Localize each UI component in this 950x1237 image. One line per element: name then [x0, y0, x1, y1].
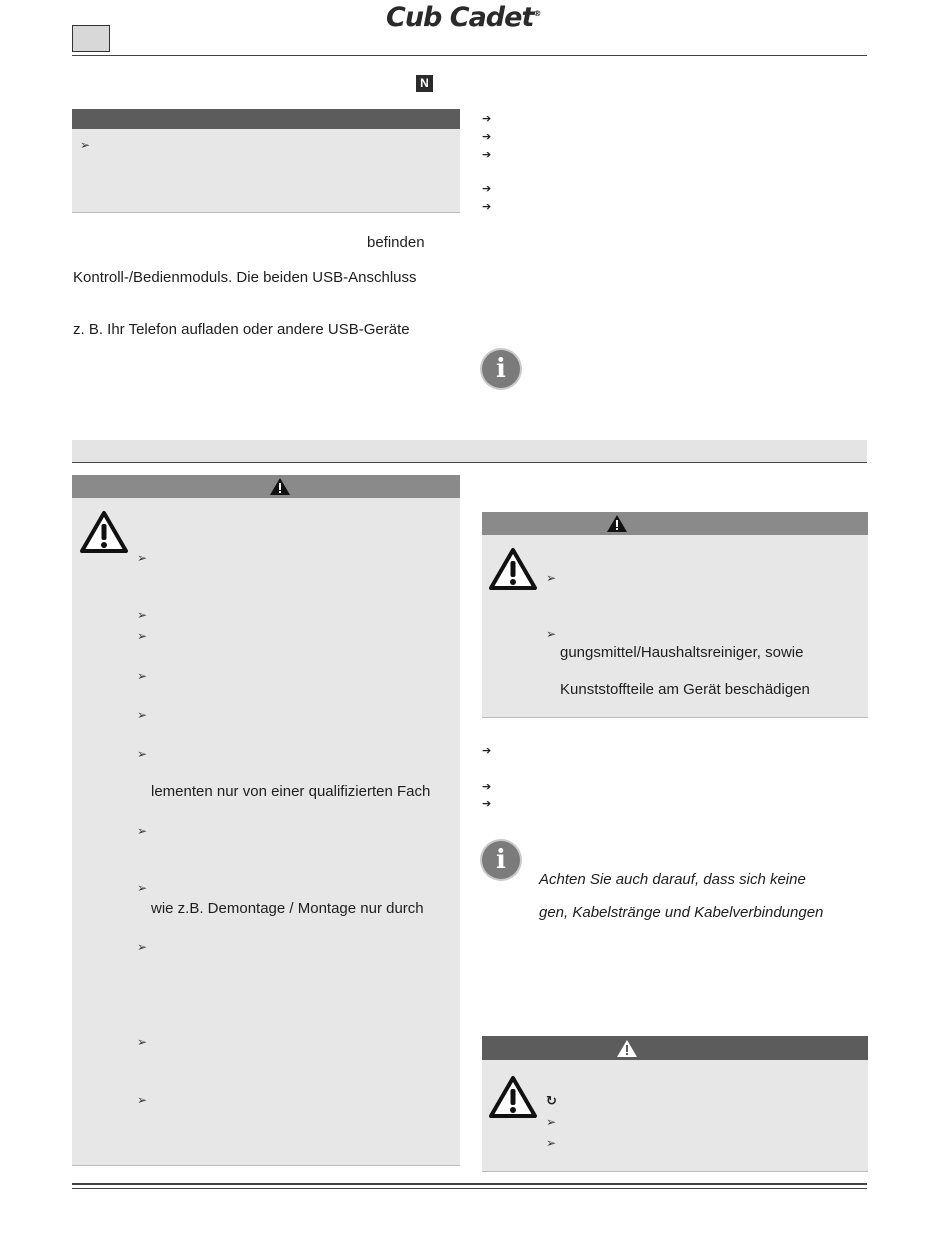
bullet-chevron-icon: ➢ — [137, 824, 148, 838]
bullet-chevron-icon: ➢ — [137, 629, 148, 643]
bullet-chevron-icon: ➢ — [137, 1035, 148, 1049]
bullet-chevron-icon: ➢ — [137, 1093, 148, 1107]
warning-triangle-icon — [79, 510, 129, 554]
arrow-bullet-icon: ➔ — [482, 149, 492, 161]
bullet-chevron-icon: ➢ — [137, 881, 148, 895]
warning-triangle-icon — [269, 477, 291, 496]
warning-triangle-icon — [488, 547, 538, 591]
arrow-bullet-icon: ➔ — [482, 131, 492, 143]
arrow-bullet-icon: ➔ — [482, 798, 492, 810]
arrow-bullet-icon: ➔ — [482, 201, 492, 213]
bullet-chevron-icon: ➢ — [546, 571, 557, 585]
bullet-chevron-icon: ➢ — [80, 138, 91, 152]
bullet-chevron-icon: ➢ — [137, 669, 148, 683]
section-header-bar — [72, 440, 867, 463]
info-icon: i — [482, 350, 520, 388]
warning-panel — [482, 1060, 868, 1172]
warning-header-bar — [482, 512, 868, 535]
paragraph-line: z. B. Ihr Telefon aufladen oder andere USB-Geräte — [73, 321, 410, 338]
page-number-box — [72, 25, 110, 52]
arrow-bullet-icon: ➔ — [482, 781, 492, 793]
note-text-line: gen, Kabelstränge und Kabelverbindungen — [539, 904, 824, 921]
return-arrow-icon: ↻ — [546, 1093, 557, 1108]
bullet-chevron-icon: ➢ — [546, 1136, 557, 1150]
warning-text-line: gungsmittel/Haushaltsreiniger, sowie — [560, 644, 804, 661]
bullet-chevron-icon: ➢ — [546, 627, 557, 641]
warning-triangle-icon — [488, 1075, 538, 1119]
notice-panel — [72, 129, 460, 213]
warning-header-bar — [72, 475, 460, 498]
warning-text-line: wie z.B. Demontage / Montage nur durch — [151, 900, 424, 917]
language-marker: N — [416, 75, 433, 92]
footer-rule — [72, 1188, 867, 1189]
header-rule — [72, 55, 867, 56]
bullet-chevron-icon: ➢ — [137, 551, 148, 565]
warning-text-line: lementen nur von einer qualifizierten Fach — [151, 783, 431, 800]
bullet-chevron-icon: ➢ — [137, 940, 148, 954]
warning-panel — [72, 498, 460, 1166]
brand-logo: Cub Cadet® — [386, 2, 542, 33]
arrow-bullet-icon: ➔ — [482, 183, 492, 195]
bullet-chevron-icon: ➢ — [137, 608, 148, 622]
arrow-bullet-icon: ➔ — [482, 745, 492, 757]
paragraph-line: befinden — [367, 234, 425, 251]
warning-triangle-icon — [606, 514, 628, 533]
info-icon: i — [482, 841, 520, 879]
bullet-chevron-icon: ➢ — [137, 747, 148, 761]
bullet-chevron-icon: ➢ — [137, 708, 148, 722]
warning-header-bar — [482, 1036, 868, 1060]
bullet-chevron-icon: ➢ — [546, 1115, 557, 1129]
warning-triangle-icon — [616, 1039, 638, 1058]
paragraph-line: Kontroll-/Bedienmoduls. Die beiden USB-Anschluss — [73, 269, 417, 286]
footer-rule — [72, 1183, 867, 1185]
warning-text-line: Kunststoffteile am Gerät beschädigen — [560, 681, 810, 698]
note-text-line: Achten Sie auch darauf, dass sich keine — [539, 871, 806, 888]
notice-header-bar — [72, 109, 460, 129]
arrow-bullet-icon: ➔ — [482, 113, 492, 125]
